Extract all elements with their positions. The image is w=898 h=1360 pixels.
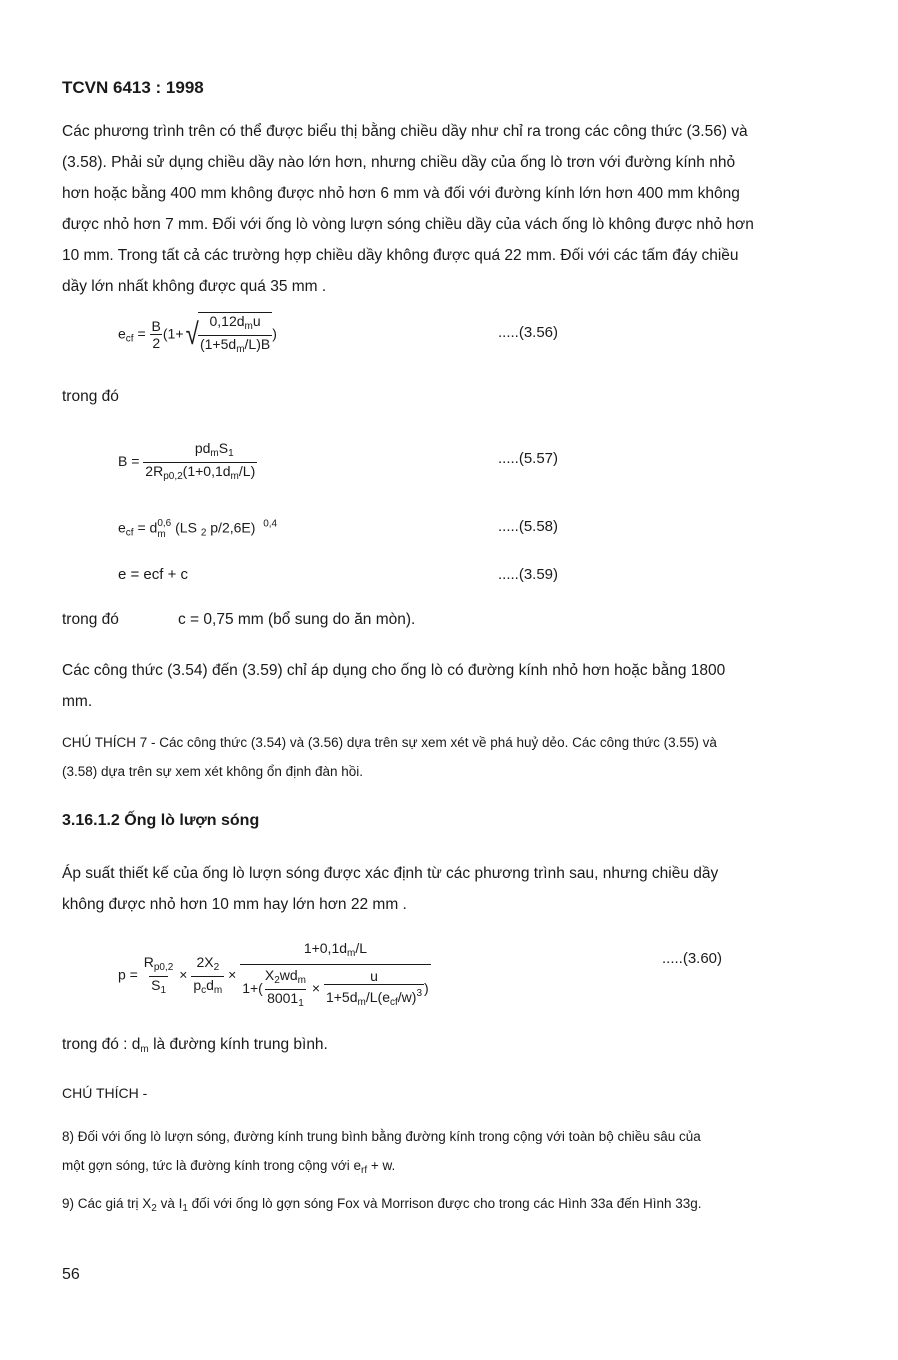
where-dm: trong đó : $d_m$ là đường kính trung bình. xyxy=(62,1036,328,1055)
equation-3-60: p = $\frac{R_{p0,2}}{S_1}$ × $\frac{2X_2}{p_cd_m}$ × $1+0,1d_m/L$ 1+( $\frac{X_2wd_m}{8001_1}$ × $\frac{u}{1+5d_m/L(e_{cf}/w)^3}$ ) xyxy=(118,940,431,1012)
section-number: 3.16.1.2 xyxy=(62,812,120,829)
equation-number: .....(5.57) xyxy=(498,450,559,467)
fraction: $\frac{R_{p0,2}}{S_1}$ xyxy=(142,954,176,999)
document-code-header: TCVN 6413 : 1998 xyxy=(62,78,204,97)
page-number: 56 xyxy=(62,1266,80,1283)
eq-symbol: e xyxy=(118,325,126,342)
where-label: trong đó xyxy=(62,611,119,628)
note-line: CHÚ THÍCH 7 - Các công thức (3.54) và (3.56) dựa trên sự xem xét về phá huỷ dẻo. Các công thức (3.55) và xyxy=(62,735,717,750)
intro-line: dầy lớn nhất không được quá 35 mm . xyxy=(62,278,327,295)
corrosion-allowance: c = 0,75 mm (bổ sung do ăn mòn). xyxy=(178,611,416,628)
eq-symbol: = xyxy=(137,325,146,342)
intro-line: 10 mm. Trong tất cả các trường hợp chiều dầy không được quá 22 mm. Đối với các tấm đáy chiều xyxy=(62,247,739,264)
section-paragraph xyxy=(62,858,834,920)
intro-line: được nhỏ hơn 7 mm. Đối với ống lò vòng lượn sóng chiều dầy của vách ống lò không được nhỏ hơn xyxy=(62,216,754,233)
applicability-line: Các công thức (3.54) đến (3.59) chỉ áp dụng cho ống lò có đường kính nhỏ hơn hoặc bằng 1800 xyxy=(62,662,726,679)
eq-symbol: (1+ xyxy=(162,325,184,342)
equation-5-58: $e_{cf} = d$ 0,6 m (LS $_2$ p/2,6E) $^{0,4}$ xyxy=(118,518,278,540)
note-7 xyxy=(62,728,834,786)
fraction xyxy=(150,318,163,352)
eq-symbol: B = xyxy=(118,453,140,470)
intro-paragraph xyxy=(62,116,834,302)
eq-numerator: $0,12d_mu$ xyxy=(209,313,261,332)
equation-number: .....(5.58) xyxy=(498,518,559,535)
applicability-line: mm. xyxy=(62,693,93,710)
radical-icon: √ xyxy=(185,318,199,351)
where-label: trong đó xyxy=(62,388,119,405)
equation-3-59: e = ecf + c xyxy=(118,566,189,583)
note-heading: CHÚ THÍCH - xyxy=(62,1085,148,1101)
eq-numerator: $pd_mS_1$ xyxy=(194,440,234,459)
square-root xyxy=(184,312,273,358)
equation-number: .....(3.59) xyxy=(498,566,559,583)
eq-denominator: $2R_{p0,2}(1+0,1d_m/L)$ xyxy=(143,462,257,485)
intro-line: hơn hoặc bằng 400 mm không được nhỏ hơn 6 mm và đối với đường kính lớn hơn 400 mm không xyxy=(62,185,740,202)
equation-number: .....(3.60) xyxy=(662,950,723,967)
note-8 xyxy=(62,1122,834,1185)
section-line: Áp suất thiết kế của ống lò lượn sóng được xác định từ các phương trình sau, nhưng chiều dầy xyxy=(62,865,719,882)
eq-denominator: 2 xyxy=(152,335,161,351)
section-title: Ống lò lượn sóng xyxy=(124,812,260,829)
eq-symbol: ) xyxy=(272,325,277,342)
section-heading xyxy=(62,812,259,830)
fraction xyxy=(198,313,272,358)
applicability-paragraph xyxy=(62,655,834,717)
fraction xyxy=(143,440,257,485)
note-9: 9) Các giá trị $X_2$ và $I_1$ đối với ống lò gợn sóng Fox và Morrison được cho trong các Hình 33a đến Hình 33g. xyxy=(62,1196,702,1214)
fraction: $\frac{2X_2}{p_cd_m}$ xyxy=(191,954,224,999)
intro-line: (3.58). Phải sử dụng chiều dầy nào lớn hơn, nhưng chiều dầy của ống lò trơn với đường kính nhỏ xyxy=(62,154,736,171)
note-line: (3.58) dựa trên sự xem xét không ổn định đàn hồi. xyxy=(62,764,364,779)
eq-numerator: B xyxy=(151,318,161,334)
note-line: một gợn sóng, tức là đường kính trong cộng với $e_{rf} + w$. xyxy=(62,1158,396,1176)
section-line: không được nhỏ hơn 10 mm hay lớn hơn 22 mm . xyxy=(62,896,407,913)
eq-denominator: $(1+5d_m/L)B$ xyxy=(198,335,272,358)
equation-number: .....(3.56) xyxy=(498,324,559,341)
intro-line: Các phương trình trên có thể được biểu thị bằng chiều dầy như chỉ ra trong các công thức (3.56) và xyxy=(62,123,748,140)
equation-3-56 xyxy=(118,312,277,358)
fraction: $1+0,1d_m/L$ 1+( $\frac{X_2wd_m}{8001_1}$ × $\frac{u}{1+5d_m/L(e_{cf}/w)^3}$ ) xyxy=(240,940,430,1012)
eq-subscript: cf xyxy=(125,333,134,345)
note-line: 8) Đối với ống lò lượn sóng, đường kính trung bình bằng đường kính trong cộng với toàn bộ chiều sâu của xyxy=(62,1129,701,1144)
equation-5-57 xyxy=(118,440,257,485)
